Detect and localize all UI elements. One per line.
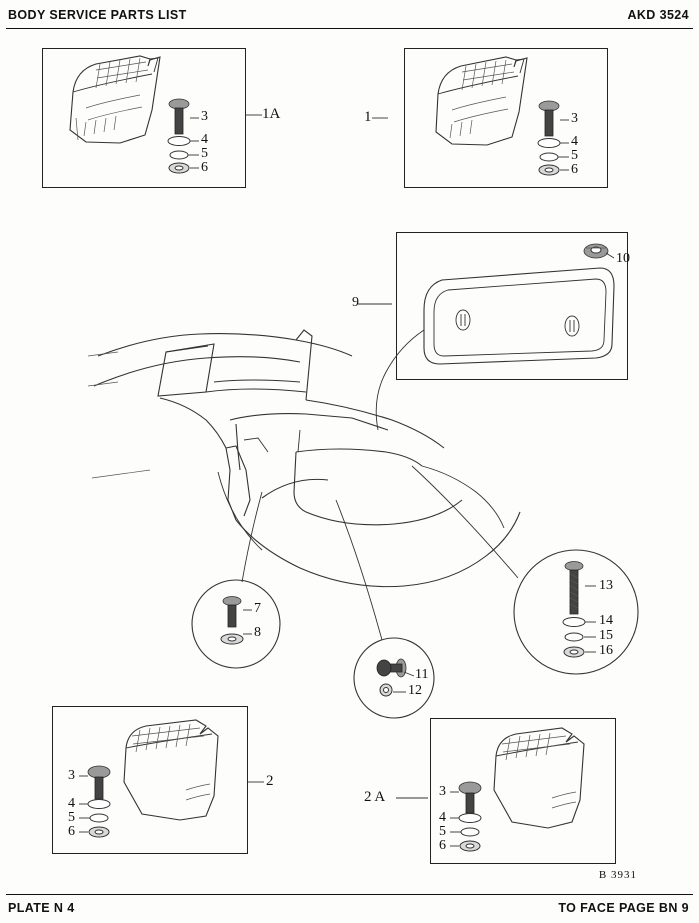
callout-4: 4 bbox=[439, 810, 446, 825]
callout-12: 12 bbox=[408, 683, 422, 698]
callout-2a: 2 A bbox=[364, 789, 386, 805]
page-reference: TO FACE PAGE BN 9 bbox=[558, 901, 689, 915]
callout-1a: 1A bbox=[262, 106, 281, 122]
detail-panel-top-left bbox=[42, 48, 246, 188]
callout-3: 3 bbox=[68, 768, 75, 783]
callout-6: 6 bbox=[571, 162, 578, 177]
callout-11: 11 bbox=[415, 667, 429, 682]
footer-divider bbox=[6, 894, 693, 895]
callout-4: 4 bbox=[68, 796, 75, 811]
callout-13: 13 bbox=[599, 578, 613, 593]
page-title: BODY SERVICE PARTS LIST bbox=[8, 8, 187, 22]
callout-3: 3 bbox=[439, 784, 446, 799]
callout-5: 5 bbox=[201, 146, 208, 161]
callout-14: 14 bbox=[599, 613, 613, 628]
drawing-code: B 3931 bbox=[598, 869, 637, 881]
callout-3: 3 bbox=[571, 111, 578, 126]
callout-9: 9 bbox=[352, 295, 359, 310]
callout-5: 5 bbox=[571, 148, 578, 163]
callout-10: 10 bbox=[616, 251, 630, 266]
callout-5: 5 bbox=[68, 810, 75, 825]
detail-circle-7-8 bbox=[192, 492, 280, 668]
header-divider bbox=[6, 28, 693, 29]
callout-1: 1 bbox=[364, 109, 372, 125]
callout-6: 6 bbox=[439, 838, 446, 853]
callout-15: 15 bbox=[599, 628, 613, 643]
callout-7: 7 bbox=[254, 601, 261, 616]
callout-3: 3 bbox=[201, 109, 208, 124]
callout-6: 6 bbox=[68, 824, 75, 839]
callout-2: 2 bbox=[266, 773, 274, 789]
callout-5: 5 bbox=[439, 824, 446, 839]
callout-4: 4 bbox=[571, 134, 578, 149]
callout-8: 8 bbox=[254, 625, 261, 640]
document-number: AKD 3524 bbox=[627, 8, 689, 22]
detail-panel-lamp bbox=[396, 232, 628, 380]
detail-panel-bottom-right bbox=[430, 718, 616, 864]
callout-4: 4 bbox=[201, 132, 208, 147]
detail-panel-bottom-left bbox=[52, 706, 248, 854]
callout-16: 16 bbox=[599, 643, 613, 658]
plate-label: PLATE N 4 bbox=[8, 901, 75, 915]
callout-6: 6 bbox=[201, 160, 208, 175]
